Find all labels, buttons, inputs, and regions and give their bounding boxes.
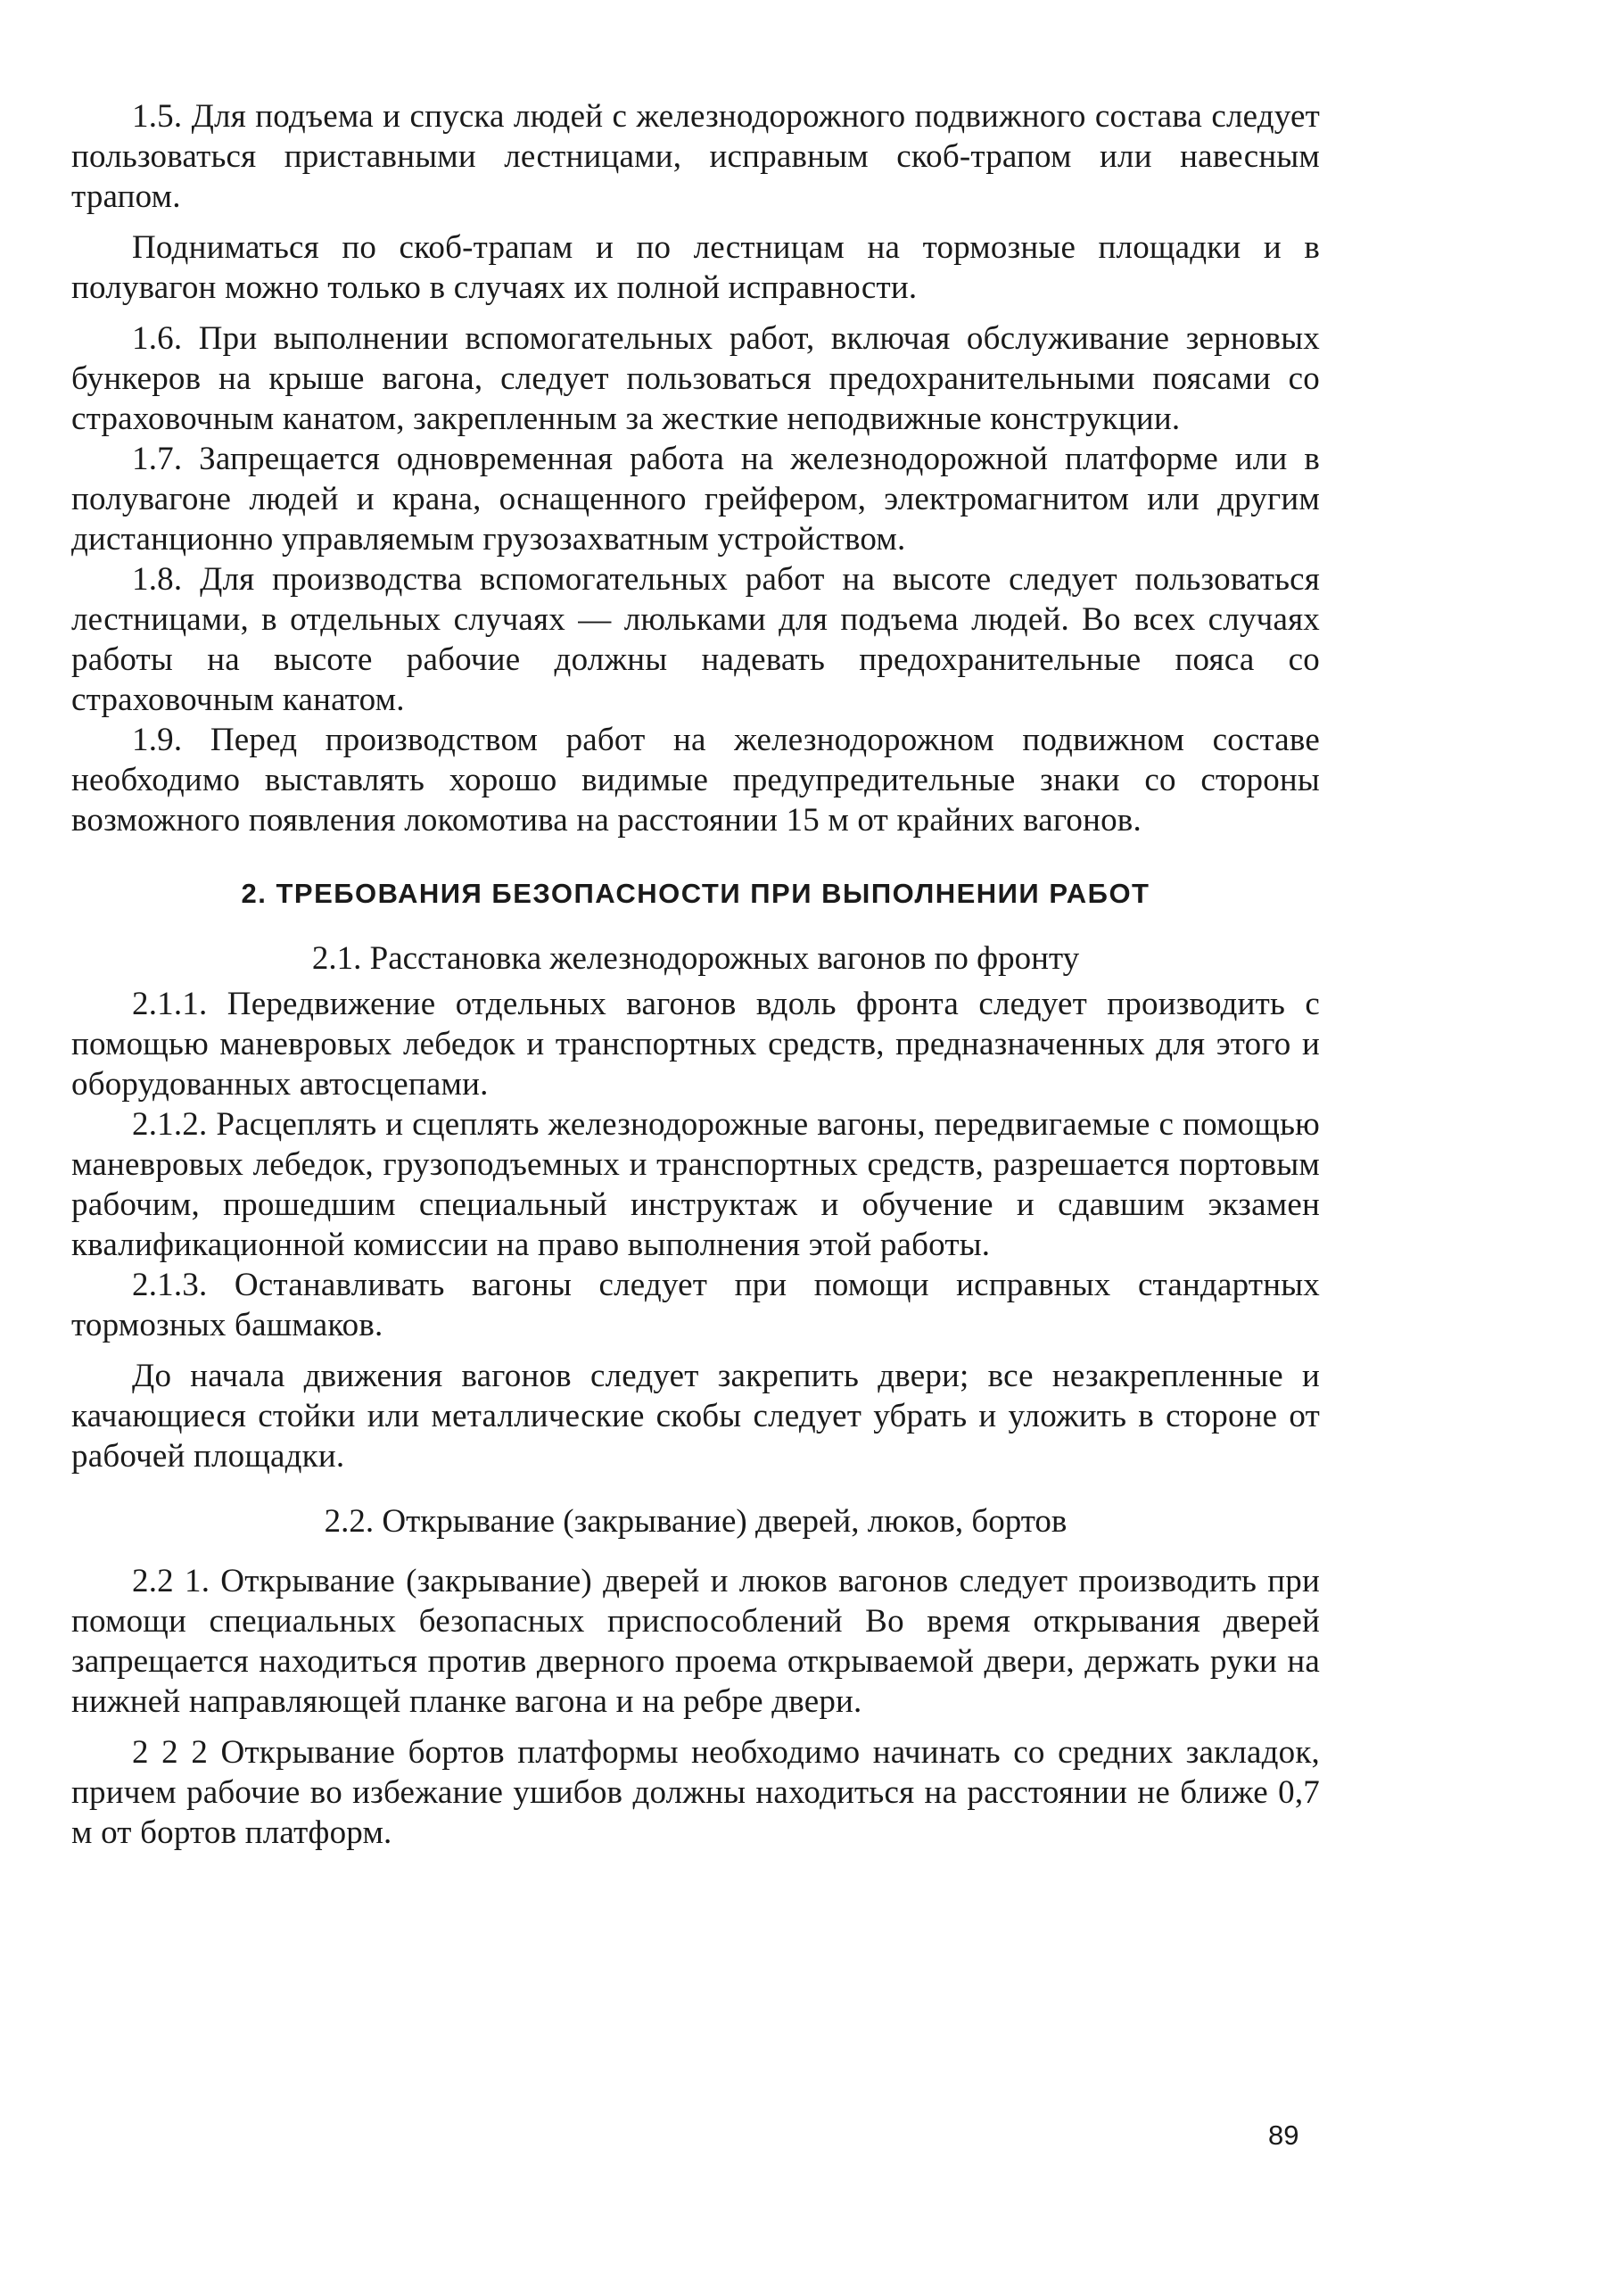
paragraph-2-1-3-continued: До начала движения вагонов следует закрепить двери; все незакрепленные и качающиеся стойки или металлические скобы следует убрать и уложить в стороне от рабочей площадки. [71, 1358, 1320, 1475]
paragraph-2-1-1: 2.1.1. Передвижение отдельных вагонов вдоль фронта следует производить с помощью маневровых лебедок и транспортных средств, предназначенных для этого и оборудованных автосцепами. [71, 986, 1320, 1103]
paragraph-1-6: 1.6. При выполнении вспомогательных работ, включая обслуживание зерновых бункеров на крыше вагона, следует пользоваться предохранительными поясами со страховочным канатом, закрепленным за жесткие неподвижные конструкции. [71, 320, 1320, 437]
subsection-title-2-2: 2.2. Открывание (закрывание) дверей, люков, бортов [324, 1503, 1068, 1540]
page-number: 89 [1268, 2120, 1299, 2151]
book-page [71, 96, 1320, 1853]
subsection-title-2-1: 2.1. Расстановка железнодорожных вагонов по фронту [311, 940, 1080, 977]
paragraph-2-1-3: 2.1.3. Останавливать вагоны следует при помощи исправных стандартных тормозных башмаков. [71, 1267, 1320, 1343]
section-heading: 2. ТРЕБОВАНИЯ БЕЗОПАСНОСТИ ПРИ ВЫПОЛНЕНИИ РАБОТ [241, 878, 1150, 909]
paragraph-2-1-2: 2.1.2. Расцеплять и сцеплять железнодорожные вагоны, передвигаемые с помощью маневровых лебедок, грузоподъемных и транспортных средств, разрешается портовым рабочим, прошедшим специальный инструктаж и обучение и сдавшим экзамен квалификационной комиссии на право выполнения этой работы. [71, 1106, 1320, 1263]
paragraph-1-8: 1.8. Для производства вспомогательных работ на высоте следует пользоваться лестницами, в отдельных случаях — люльками для подъема людей. Во всех случаях работы на высоте рабочие должны надевать предохранительные пояса со страховочным канатом. [71, 561, 1320, 718]
paragraph-2-2-1: 2.2 1. Открывание (закрывание) дверей и люков вагонов следует производить при помощи специальных безопасных приспособлений Во время открывания дверей запрещается находиться против дверного проема открываемой двери, держать руки на нижней направляющей планке вагона и на ребре двери. [71, 1563, 1320, 1720]
paragraph-2-2-2: 2 2 2 Открывание бортов платформы необходимо начинать со средних закладок, причем рабочие во избежание ушибов должны находиться на расстоянии не ближе 0,7 м от бортов платформ. [71, 1734, 1320, 1851]
paragraph-1-9: 1.9. Перед производством работ на железнодорожном подвижном составе необходимо выставлять хорошо видимые предупредительные знаки со стороны возможного появления локомотива на расстоянии 15 м от крайних вагонов. [71, 722, 1320, 839]
paragraph-1-5: 1.5. Для подъема и спуска людей с железнодорожного подвижного состава следует пользоваться приставными лестницами, исправным скоб-трапом или навесным трапом. [71, 98, 1320, 215]
paragraph-1-7: 1.7. Запрещается одновременная работа на железнодорожной платформе или в полувагоне людей и крана, оснащенного грейфером, электромагнитом или другим дистанционно управляемым грузозахватным устройством. [71, 441, 1320, 558]
paragraph-1-5-continued: Подниматься по скоб-трапам и по лестницам на тормозные площадки и в полувагон можно только в случаях их полной исправности. [71, 229, 1320, 306]
